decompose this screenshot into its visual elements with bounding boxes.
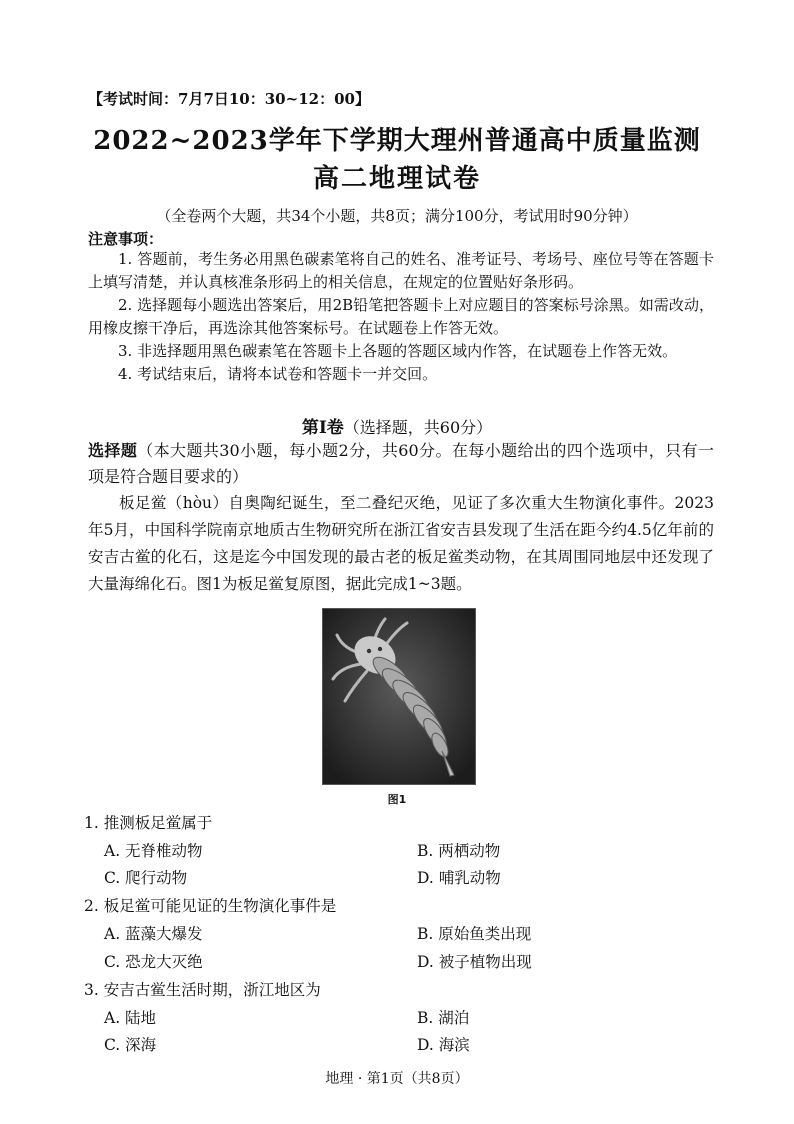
note-item: 2. 选择题每小题选出答案后，用2B铅笔把答题卡上对应题目的答案标号涂黑。如需改动，用橡皮擦干净后，再选涂其他答案标号。在试题卷上作答无效。 <box>88 296 714 337</box>
question-stem: 1. 推测板足鲎属于 <box>84 814 213 832</box>
note-item: 1. 答题前，考生务必用黑色碳素笔将自己的姓名、准考证号、考场号、座位号等在答题卡上填写清楚，并认真核准条形码上的相关信息，在规定的位置贴好条形码。 <box>88 250 714 291</box>
option-c: C. 深海 <box>104 1036 157 1054</box>
section-subtitle: （选择题，共60分） <box>343 418 493 437</box>
choice-text: （本大题共30小题，每小题2分，共60分。在每小题给出的四个选项中，只有一项是符合题目要求的） <box>88 441 714 486</box>
passage-text: 板足鲎（hòu）自奥陶纪诞生，至二叠纪灭绝，见证了多次重大生物演化事件。2023年5月，中国科学院南京地质古生物研究所在浙江省安吉县发现了生活在距今约4.5亿年前的安吉古鲎的化石，这是迄今中国发现的最古老的板足鲎类动物，在其周围同地层中还发现了大量海绵化石。图1为板足鲎复原图，据此完成1~3题。 <box>88 494 714 593</box>
option-c: C. 恐龙大灭绝 <box>104 953 203 971</box>
option-a: A. 陆地 <box>104 1009 157 1027</box>
eurypterid-illustration <box>323 609 475 784</box>
exam-info: （全卷两个大题，共34个小题，共8页；满分100分，考试用时90分钟） <box>156 207 638 225</box>
option-d: D. 海滨 <box>417 1036 470 1054</box>
question-stem: 3. 安吉古鲎生活时期，浙江地区为 <box>84 981 321 999</box>
option-a: A. 蓝藻大爆发 <box>104 925 203 943</box>
option-c: C. 爬行动物 <box>104 869 188 887</box>
note-item: 4. 考试结束后，请将本试卷和答题卡一并交回。 <box>118 365 438 383</box>
reading-passage <box>88 490 714 598</box>
option-b: B. 湖泊 <box>417 1009 470 1027</box>
exam-title: 2022~2023学年下学期大理州普通高中质量监测 <box>93 126 701 156</box>
eurypterid-restoration-image <box>322 608 476 785</box>
notes-heading: 注意事项： <box>88 230 164 248</box>
page-footer: 地理 · 第1页（共8页） <box>325 1071 469 1087</box>
notes-list <box>88 248 714 386</box>
figure-caption: 图1 <box>387 793 407 806</box>
section-title: 第Ⅰ卷 <box>301 418 344 438</box>
choice-label: 选择题 <box>88 441 138 460</box>
note-item: 3. 非选择题用黑色碳素笔在答题卡上各题的答题区域内作答，在试题卷上作答无效。 <box>118 342 678 360</box>
option-b: B. 原始鱼类出现 <box>417 925 532 943</box>
section-heading <box>0 413 794 438</box>
exam-time: 【考试时间：7月7日10：30~12：00】 <box>88 90 370 108</box>
option-d: D. 被子植物出现 <box>417 953 532 971</box>
question-stem: 2. 板足鲎可能见证的生物演化事件是 <box>84 897 337 915</box>
choice-instructions <box>88 438 714 490</box>
option-d: D. 哺乳动物 <box>417 869 501 887</box>
option-b: B. 两栖动物 <box>417 842 501 860</box>
option-a: A. 无脊椎动物 <box>104 842 203 860</box>
exam-subject-title: 高二地理试卷 <box>312 164 481 194</box>
